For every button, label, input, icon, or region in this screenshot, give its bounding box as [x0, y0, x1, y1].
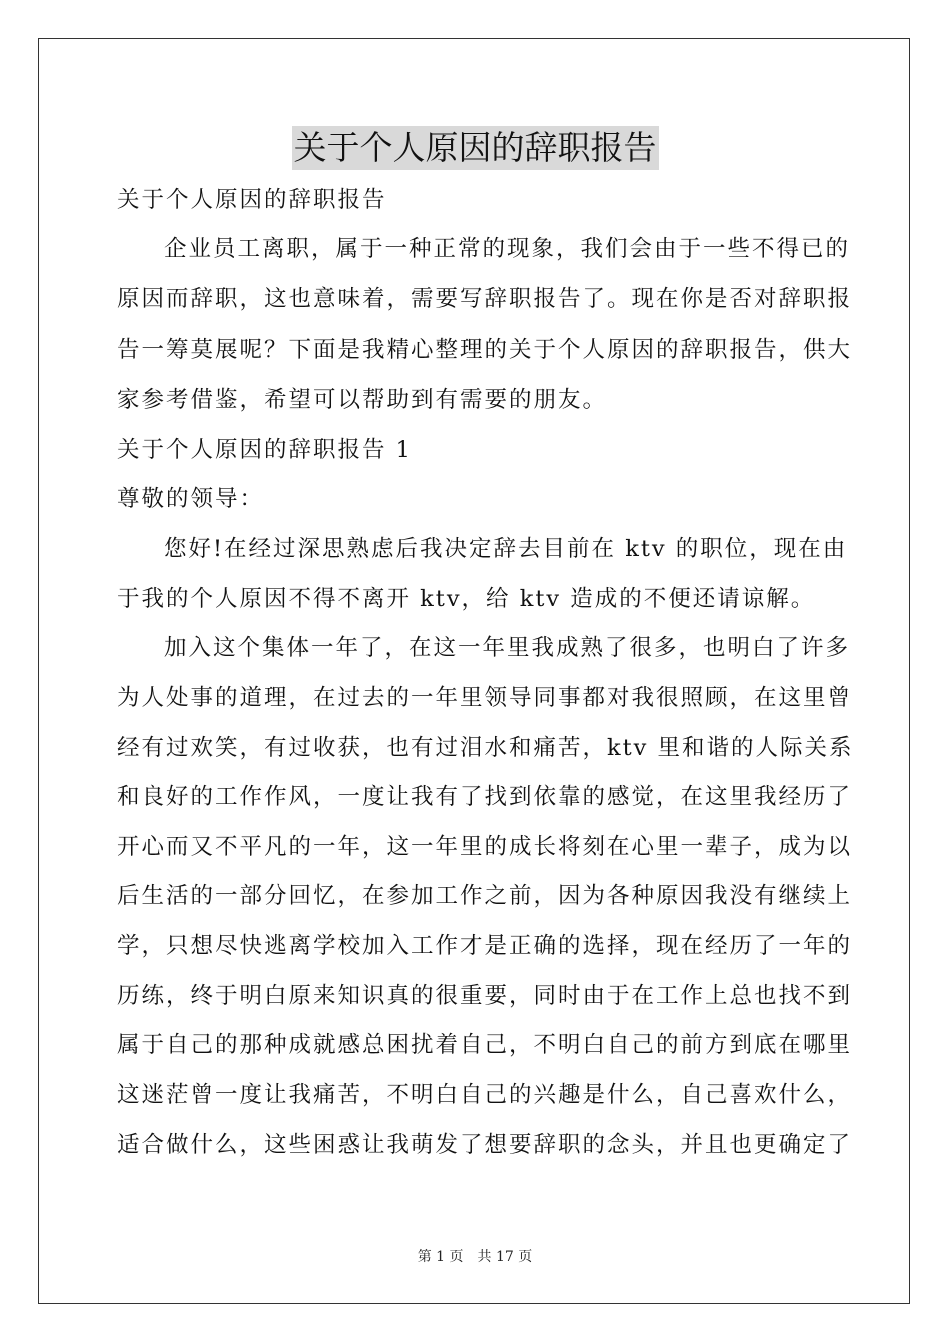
text-line: 经有过欢笑，有过收获，也有过泪水和痛苦，ktv 里和谐的人际关系: [117, 735, 854, 761]
text-line: 您好!在经过深思熟虑后我决定辞去目前在 ktv 的职位，现在由: [164, 536, 848, 562]
title-container: [0, 126, 950, 170]
text-line: 属于自己的那种成就感总困扰着自己，不明白自己的前方到底在哪里: [117, 1032, 853, 1058]
text-line: 企业员工离职，属于一种正常的现象，我们会由于一些不得已的: [164, 236, 851, 262]
text-line: 适合做什么，这些困惑让我萌发了想要辞职的念头，并且也更确定了: [117, 1132, 853, 1158]
text-line: 这迷茫曾一度让我痛苦，不明白自己的兴趣是什么，自己喜欢什么，: [117, 1082, 853, 1108]
text-line: 于我的个人原因不得不离开 ktv，给 ktv 造成的不便还请谅解。: [117, 586, 816, 612]
text-line: 为人处事的道理，在过去的一年里领导同事都对我很照顾，在这里曾: [117, 685, 853, 711]
text-line: 开心而又不平凡的一年，这一年里的成长将刻在心里一辈子，成为以: [117, 834, 853, 860]
text-line: 家参考借鉴，希望可以帮助到有需要的朋友。: [117, 387, 608, 413]
text-line: 学，只想尽快逃离学校加入工作才是正确的选择，现在经历了一年的: [117, 933, 853, 959]
text-line: 历练，终于明白原来知识真的很重要，同时由于在工作上总也找不到: [117, 983, 853, 1009]
text-line: 尊敬的领导：: [117, 486, 265, 512]
text-line: 告一筹莫展呢？下面是我精心整理的关于个人原因的辞职报告，供大: [117, 337, 853, 363]
text-line: 原因而辞职，这也意味着，需要写辞职报告了。现在你是否对辞职报: [117, 286, 853, 312]
page-border: [38, 38, 910, 1304]
text-line: 后生活的一部分回忆，在参加工作之前，因为各种原因我没有继续上: [117, 883, 853, 909]
text-line: 关于个人原因的辞职报告: [117, 187, 387, 213]
text-line: 关于个人原因的辞职报告 1: [117, 437, 412, 463]
document-title: 关于个人原因的辞职报告: [292, 126, 659, 170]
text-line: 加入这个集体一年了，在这一年里我成熟了很多，也明白了许多: [164, 635, 851, 661]
text-line: 和良好的工作作风，一度让我有了找到依靠的感觉，在这里我经历了: [117, 784, 853, 810]
page-footer: 第 1 页 共 17 页: [417, 1249, 533, 1265]
